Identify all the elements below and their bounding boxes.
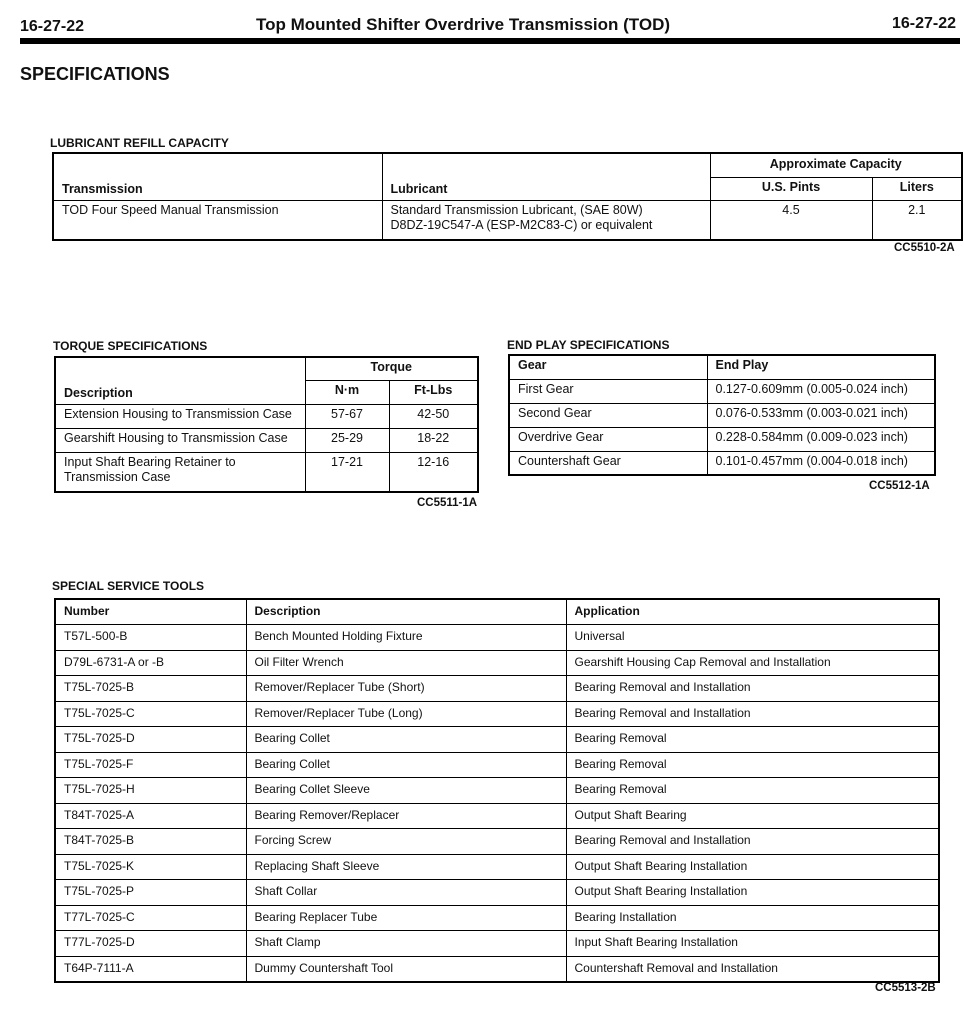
tool-number: T77L-7025-D: [55, 931, 246, 957]
tool-description: Remover/Replacer Tube (Long): [246, 701, 566, 727]
tq-row-ftlbs: 42-50: [389, 404, 478, 428]
tools-header-number: Number: [55, 599, 246, 625]
header-rule: [20, 38, 960, 44]
table-row: [55, 803, 939, 829]
tool-description: Bearing Replacer Tube: [246, 905, 566, 931]
lub-lubricant-line1: Standard Transmission Lubricant, (SAE 80W): [390, 202, 643, 217]
table-row: [55, 778, 939, 804]
table-row: [55, 650, 939, 676]
tool-application: Bearing Installation: [566, 905, 939, 931]
table-row: [55, 905, 939, 931]
tool-number: T84T-7025-A: [55, 803, 246, 829]
page-header: [20, 12, 960, 48]
tq-row-description: Extension Housing to Transmission Case: [55, 404, 305, 428]
lub-header-transmission: Transmission: [53, 153, 382, 200]
torque-table: [54, 356, 479, 493]
tool-number: T75L-7025-F: [55, 752, 246, 778]
tool-application: Bearing Removal and Installation: [566, 829, 939, 855]
page-number-left: 16-27-22: [20, 18, 85, 35]
ep-row-endplay: 0.101-0.457mm (0.004-0.018 inch): [707, 451, 935, 475]
tq-row-ftlbs: 12-16: [389, 452, 478, 492]
tool-number: D79L-6731-A or -B: [55, 650, 246, 676]
tool-application: Bearing Removal: [566, 778, 939, 804]
lub-header-lubricant: Lubricant: [382, 153, 710, 200]
tools-header-description: Description: [246, 599, 566, 625]
tool-description: Bearing Collet: [246, 727, 566, 753]
tool-application: Bearing Removal: [566, 752, 939, 778]
tools-table: [54, 598, 940, 983]
tool-description: Oil Filter Wrench: [246, 650, 566, 676]
torque-ref: CC5511-1A: [417, 497, 478, 509]
tool-number: T75L-7025-K: [55, 854, 246, 880]
torque-caption: TORQUE SPECIFICATIONS: [53, 339, 208, 353]
tool-description: Forcing Screw: [246, 829, 566, 855]
tq-header-torque: Torque: [305, 357, 478, 380]
tool-description: Bearing Collet Sleeve: [246, 778, 566, 804]
endplay-table: [508, 354, 936, 476]
table-row: [55, 727, 939, 753]
tool-application: Bearing Removal: [566, 727, 939, 753]
lubricant-table: [52, 152, 963, 241]
tool-number: T75L-7025-C: [55, 701, 246, 727]
ep-row-endplay: 0.076-0.533mm (0.003-0.021 inch): [707, 403, 935, 427]
table-row: [55, 931, 939, 957]
tool-description: Bench Mounted Holding Fixture: [246, 625, 566, 651]
page-number-right: 16-27-22: [891, 15, 956, 32]
tools-ref: CC5513-2B: [875, 982, 936, 994]
lubricant-caption: LUBRICANT REFILL CAPACITY: [50, 136, 229, 150]
tools-header-application: Application: [566, 599, 939, 625]
lub-cell-liters: 2.1: [872, 200, 962, 240]
tq-row-description: Gearshift Housing to Transmission Case: [55, 428, 305, 452]
tool-application: Countershaft Removal and Installation: [566, 956, 939, 982]
table-row: [55, 829, 939, 855]
ep-header-gear: Gear: [509, 355, 707, 379]
lub-header-liters: Liters: [872, 177, 962, 200]
tq-header-nm: N·m: [305, 380, 389, 404]
tool-application: Bearing Removal and Installation: [566, 701, 939, 727]
ep-header-endplay: End Play: [707, 355, 935, 379]
tool-description: Shaft Clamp: [246, 931, 566, 957]
tool-application: Output Shaft Bearing Installation: [566, 880, 939, 906]
tool-application: Output Shaft Bearing: [566, 803, 939, 829]
table-row: [55, 956, 939, 982]
ep-row-endplay: 0.228-0.584mm (0.009-0.023 inch): [707, 427, 935, 451]
lub-cell-pints: 4.5: [710, 200, 872, 240]
table-row: [55, 752, 939, 778]
tool-description: Bearing Remover/Replacer: [246, 803, 566, 829]
tool-description: Bearing Collet: [246, 752, 566, 778]
table-row: [55, 854, 939, 880]
table-row: [55, 676, 939, 702]
ep-row-gear: First Gear: [509, 379, 707, 403]
tq-header-ftlbs: Ft-Lbs: [389, 380, 478, 404]
lub-header-pints: U.S. Pints: [710, 177, 872, 200]
tq-row-description: Input Shaft Bearing Retainer to Transmission Case: [55, 452, 305, 492]
tool-number: T75L-7025-H: [55, 778, 246, 804]
tool-application: Gearshift Housing Cap Removal and Installation: [566, 650, 939, 676]
table-row: [55, 701, 939, 727]
lubricant-ref: CC5510-2A: [894, 242, 955, 254]
tool-number: T75L-7025-P: [55, 880, 246, 906]
tool-description: Remover/Replacer Tube (Short): [246, 676, 566, 702]
tool-application: Universal: [566, 625, 939, 651]
tq-row-nm: 25-29: [305, 428, 389, 452]
endplay-ref: CC5512-1A: [869, 480, 930, 492]
tool-application: Output Shaft Bearing Installation: [566, 854, 939, 880]
tool-description: Dummy Countershaft Tool: [246, 956, 566, 982]
tq-row-nm: 17-21: [305, 452, 389, 492]
endplay-caption: END PLAY SPECIFICATIONS: [507, 338, 670, 352]
ep-row-endplay: 0.127-0.609mm (0.005-0.024 inch): [707, 379, 935, 403]
table-row: [55, 625, 939, 651]
ep-row-gear: Overdrive Gear: [509, 427, 707, 451]
tq-row-ftlbs: 18-22: [389, 428, 478, 452]
table-row: [55, 880, 939, 906]
lub-cell-lubricant: [382, 200, 710, 240]
lub-lubricant-line2: D8DZ-19C547-A (ESP-M2C83-C) or equivalent: [390, 218, 653, 233]
tq-row-nm: 57-67: [305, 404, 389, 428]
tool-application: Input Shaft Bearing Installation: [566, 931, 939, 957]
tool-description: Shaft Collar: [246, 880, 566, 906]
tool-number: T64P-7111-A: [55, 956, 246, 982]
tool-number: T57L-500-B: [55, 625, 246, 651]
tool-application: Bearing Removal and Installation: [566, 676, 939, 702]
page-title: Top Mounted Shifter Overdrive Transmission (TOD): [256, 15, 671, 34]
lub-header-capacity: Approximate Capacity: [710, 153, 962, 177]
lub-cell-transmission: TOD Four Speed Manual Transmission: [53, 200, 382, 240]
tq-header-description: Description: [55, 357, 305, 404]
ep-row-gear: Countershaft Gear: [509, 451, 707, 475]
tool-number: T75L-7025-D: [55, 727, 246, 753]
section-title: SPECIFICATIONS: [20, 64, 170, 84]
ep-row-gear: Second Gear: [509, 403, 707, 427]
tool-description: Replacing Shaft Sleeve: [246, 854, 566, 880]
tool-number: T84T-7025-B: [55, 829, 246, 855]
tool-number: T77L-7025-C: [55, 905, 246, 931]
tools-caption: SPECIAL SERVICE TOOLS: [52, 579, 205, 593]
tool-number: T75L-7025-B: [55, 676, 246, 702]
